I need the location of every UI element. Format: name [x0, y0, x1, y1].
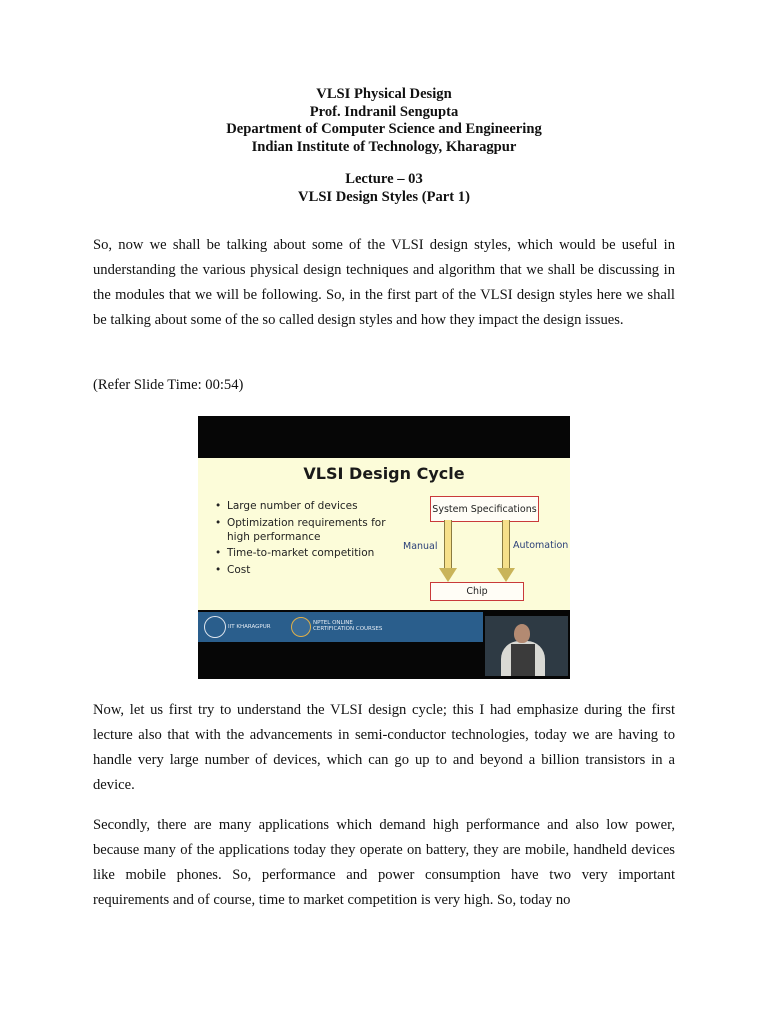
system-specifications-box: System Specifications: [430, 496, 539, 522]
lecture-title: VLSI Design Styles (Part 1): [298, 188, 470, 205]
document-header: [0, 86, 768, 206]
nptel-logo-icon: [291, 617, 311, 637]
course-title: VLSI Physical Design: [316, 86, 452, 102]
lecture-number: Lecture – 03: [345, 171, 423, 187]
slide-screenshot: [198, 416, 570, 679]
chip-box: Chip: [430, 582, 524, 601]
automation-label: Automation: [513, 540, 569, 551]
slide-bullet-list: [213, 499, 388, 579]
manual-label: Manual: [403, 541, 438, 552]
slide-bullet: • Cost: [213, 563, 388, 577]
paragraph-applications: Secondly, there are many applications which demand high performance and also low power, because many of the applications today they operate on battery, they are mobile, handheld devices like mobile phones. So, performance and power consumption have two very important requirements and of course, time to market competition is very high. So, today no: [93, 817, 675, 908]
paragraph-design-cycle: Now, let us first try to understand the VLSI design cycle; this I had emphasize during the first lecture also that with the advancements in semi-conductor technologies, today we are having to handle very large number of devices, which can go up to and beyond a billion transistors in a device.: [93, 702, 675, 793]
slide-footer: [198, 612, 483, 642]
slide-bullet: • Optimization requirements for high performance: [213, 516, 388, 544]
footer-nptel-line2: CERTIFICATION COURSES: [313, 626, 383, 632]
paragraph-intro: So, now we shall be talking about some of the VLSI design styles, which would be useful in understanding the various physical design techniques and algorithm that we shall be discussing in the modules that we will be following. So, in the first part of the VLSI design styles here we shall be talking about some of the so called design styles and how they impact the design issues.: [93, 237, 675, 328]
professor-name: Prof. Indranil Sengupta: [309, 103, 459, 120]
slide-bullet: • Time-to-market competition: [213, 546, 388, 560]
footer-institute-text: IIT KHARAGPUR: [228, 624, 271, 630]
institute-name: Indian Institute of Technology, Kharagpur: [251, 138, 517, 155]
automation-arrow: [499, 520, 513, 582]
footer-nptel-line1: NPTEL ONLINE: [313, 620, 353, 626]
slide-title: VLSI Design Cycle: [303, 464, 465, 483]
lecturer-video-thumbnail: [485, 616, 568, 676]
slide-bullet: • Large number of devices: [213, 499, 388, 513]
refer-slide-time: (Refer Slide Time: 00:54): [93, 377, 244, 393]
manual-arrow: [441, 520, 455, 582]
iit-kharagpur-emblem-icon: [204, 616, 226, 638]
department-name: Department of Computer Science and Engineering: [226, 121, 542, 137]
